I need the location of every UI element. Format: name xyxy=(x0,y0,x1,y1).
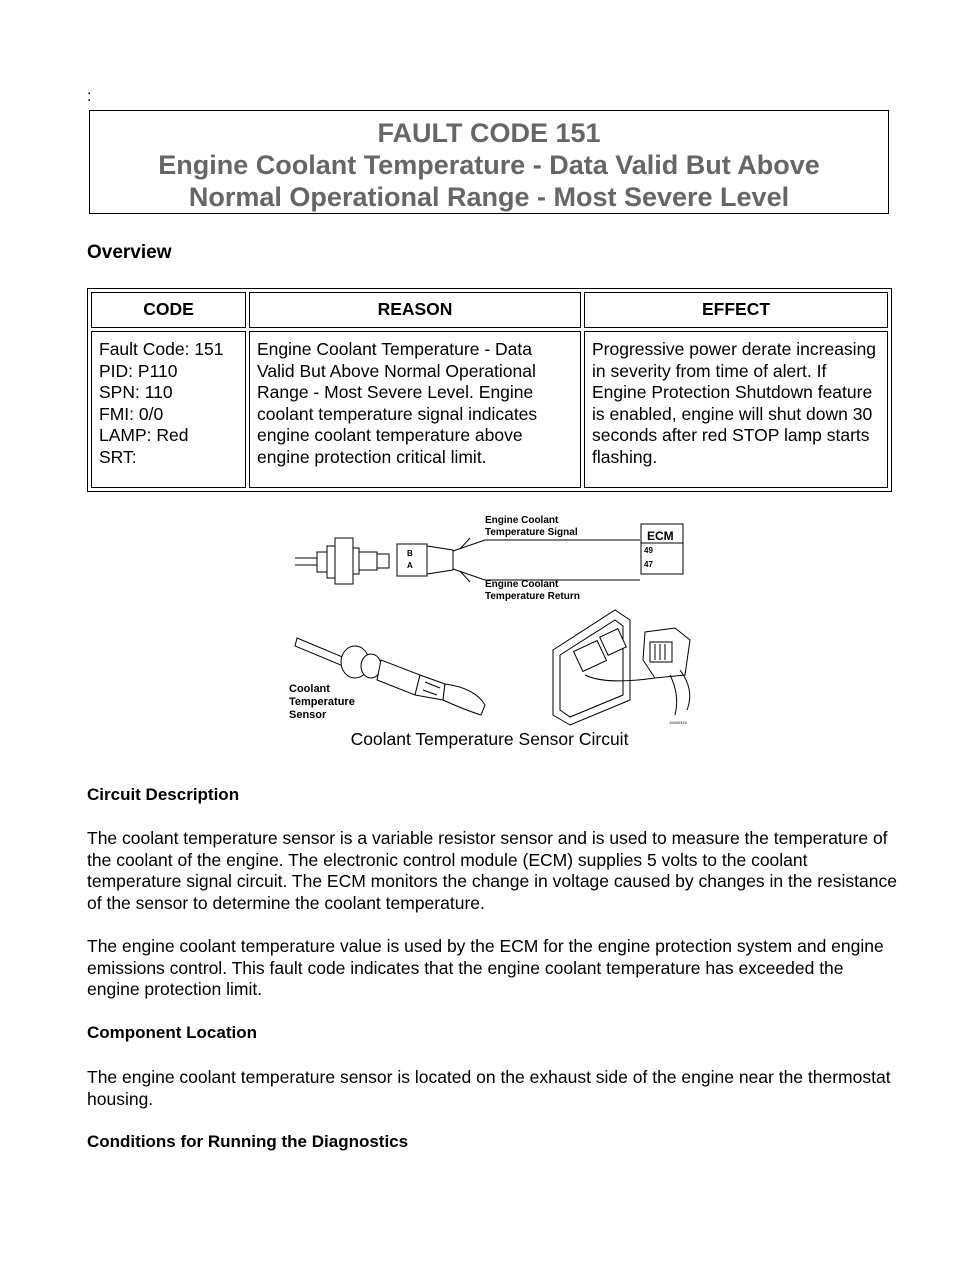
header-reason: REASON xyxy=(249,292,581,328)
component-location-paragraph: The engine coolant temperature sensor is located on the exhaust side of the engine near the thermostat housing. xyxy=(87,1067,891,1109)
fault-title-box xyxy=(89,110,889,214)
code-line: Fault Code: 151 xyxy=(99,339,224,359)
signal-label: Engine Coolant xyxy=(485,515,559,526)
code-line: LAMP: Red xyxy=(99,425,189,445)
circuit-description-paragraph-1: The coolant temperature sensor is a variable resistor sensor and is used to measure the temperature of the coolant of the engine. The electronic control module (ECM) supplies 5 volts to the coolant temperature signal circuit. The ECM monitors the change in voltage caused by changes in the resistance of the sensor to determine the coolant temperature. xyxy=(87,828,897,913)
fault-description-line1: Engine Coolant Temperature - Data Valid But Above xyxy=(158,150,820,180)
effect-cell: Progressive power derate increasing in severity from time of alert. If Engine Protection Shutdown feature is enabled, engine will shut down 30 seconds after red STOP lamp starts flashing. xyxy=(584,331,888,488)
return-label: Temperature Return xyxy=(485,591,580,602)
reason-cell: Engine Coolant Temperature - Data Valid But Above Normal Operational Range - Most Severe Level. Engine coolant temperature signal indicates engine coolant temperature above engine protection critical limit. xyxy=(249,331,581,488)
fault-code-table xyxy=(87,288,892,492)
return-label: Engine Coolant xyxy=(485,579,559,590)
wiring xyxy=(453,538,640,582)
table-row xyxy=(91,331,888,488)
fault-description-line2: Normal Operational Range - Most Severe Level xyxy=(188,182,790,212)
sensor-label: Sensor xyxy=(289,709,327,721)
ecm-label: ECM xyxy=(647,529,674,543)
header-code: CODE xyxy=(91,292,246,328)
overview-heading: Overview xyxy=(87,242,172,263)
code-line: PID: P110 xyxy=(99,360,178,381)
code-line: FMI: 0/0 xyxy=(99,403,164,424)
coolant-sensor-circuit-diagram xyxy=(285,510,705,730)
conditions-heading: Conditions for Running the Diagnostics xyxy=(87,1132,409,1151)
table-header-row xyxy=(91,292,888,328)
sensor-label: Temperature xyxy=(289,696,355,708)
pin-b-label: B xyxy=(407,549,413,558)
signal-label: Temperature Signal xyxy=(485,527,578,538)
code-line: SRT: xyxy=(99,446,137,467)
circuit-description-heading: Circuit Description xyxy=(87,785,240,804)
code-line: SPN: 110 xyxy=(99,382,173,402)
pin-49-label: 49 xyxy=(644,546,653,555)
code-cell xyxy=(91,331,246,488)
pin-a-label: A xyxy=(407,561,413,570)
header-mark: : xyxy=(87,88,92,105)
figure-id: 19400319 xyxy=(669,720,687,725)
sensor-schematic xyxy=(295,538,453,584)
sensor-label: Coolant xyxy=(289,683,330,695)
header-effect: EFFECT xyxy=(584,292,888,328)
component-location-heading: Component Location xyxy=(87,1023,257,1042)
fault-code-title: FAULT CODE 151 xyxy=(377,118,601,148)
ecm-module-illustration xyxy=(553,610,690,725)
pin-47-label: 47 xyxy=(644,560,653,569)
circuit-description-paragraph-2: The engine coolant temperature value is used by the ECM for the engine protection system and engine emissions control. This fault code indicates that the engine coolant temperature has exceeded the engine protection limit. xyxy=(87,936,884,999)
figure-caption: Coolant Temperature Sensor Circuit xyxy=(350,729,629,749)
